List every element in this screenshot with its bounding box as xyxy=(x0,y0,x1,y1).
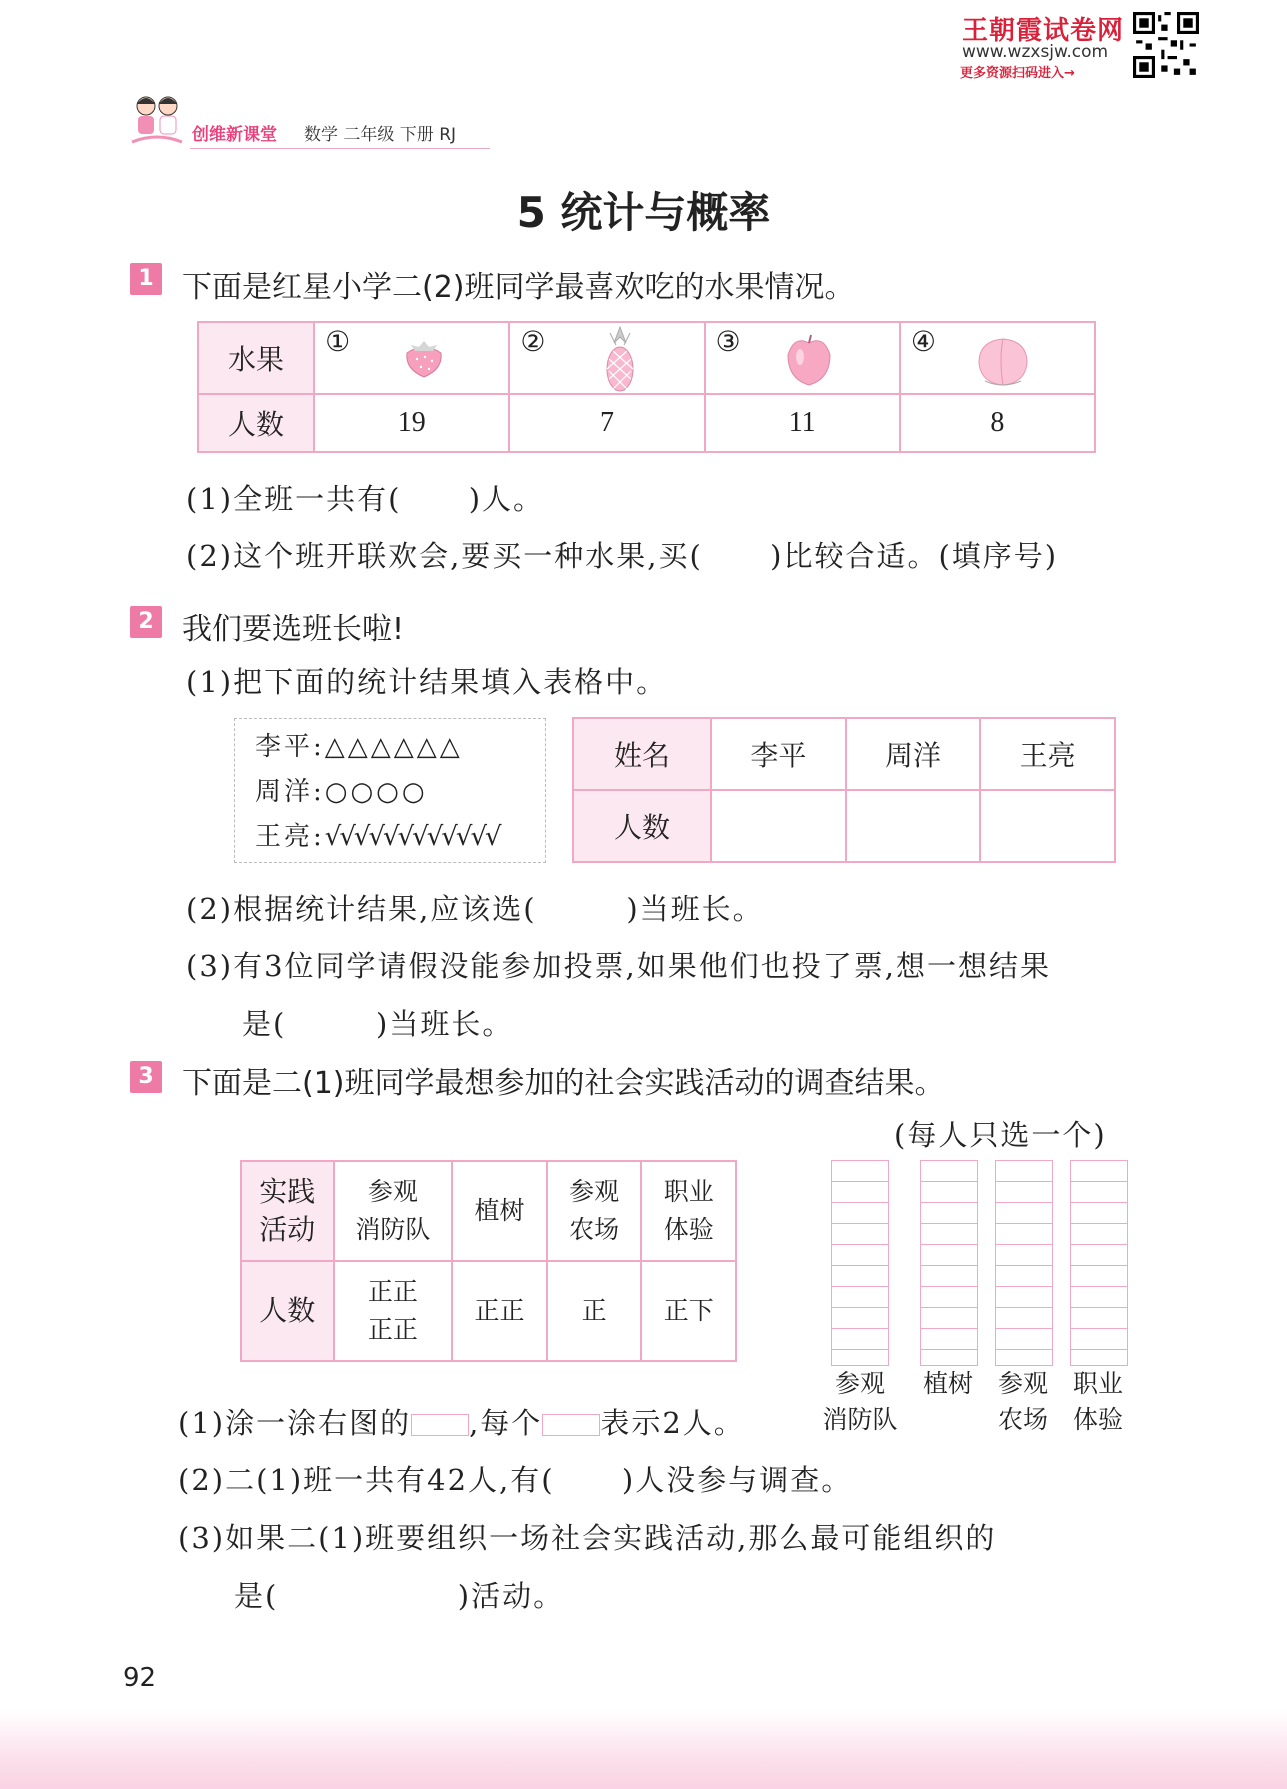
activity-name-1: 参观 消防队 xyxy=(334,1161,453,1261)
tally-li-ping: 李平:△△△△△△ xyxy=(255,732,463,762)
fruit-mark-1: ① xyxy=(325,325,351,358)
candidate-name-3: 王亮 xyxy=(980,718,1115,790)
activity-name-3: 参观 农场 xyxy=(547,1161,642,1261)
chapter-title: 5 统计与概率 xyxy=(516,188,771,237)
fruit-count-1: 19 xyxy=(314,394,509,452)
vote-count-input-1[interactable] xyxy=(711,790,846,862)
activity-table xyxy=(240,1160,737,1362)
candidate-table xyxy=(572,717,1116,863)
q3-sub2[interactable]: (2)二(1)班一共有42人,有( )人没参与调查。 xyxy=(178,1463,853,1497)
activity-row-label: 实践 活动 xyxy=(241,1161,334,1261)
fruit-mark-2: ② xyxy=(520,325,546,358)
q2-sub1: (1)把下面的统计结果填入表格中。 xyxy=(186,665,668,699)
fruit-cell-1 xyxy=(314,322,509,394)
bar-column-4[interactable] xyxy=(1070,1160,1128,1366)
tally-zhou-yang: 周洋:○○○○ xyxy=(255,777,428,807)
activity-tally-2: 正正 xyxy=(452,1261,547,1361)
bar-column-3[interactable] xyxy=(995,1160,1053,1366)
q3-sub1: (1)涂一涂右图的 ,每个 表示2人。 xyxy=(178,1406,745,1440)
question-1-text: 下面是红星小学二(2)班同学最喜欢吃的水果情况。 xyxy=(182,270,855,305)
question-2-text: 我们要选班长啦! xyxy=(182,612,405,647)
fruit-cell-4 xyxy=(900,322,1095,394)
activity-tally-1: 正正 正正 xyxy=(334,1261,453,1361)
q2-sub3-line2[interactable]: 是( )当班长。 xyxy=(242,1007,514,1041)
vote-count-input-3[interactable] xyxy=(980,790,1115,862)
brand-title: 王朝霞试卷网 xyxy=(962,16,1125,46)
fruit-count-2: 7 xyxy=(509,394,704,452)
fruit-mark-4: ④ xyxy=(910,325,936,358)
bar-label-3: 参观 农场 xyxy=(997,1369,1048,1434)
vote-tally-box xyxy=(234,718,546,863)
activity-name-4: 职业 体验 xyxy=(641,1161,736,1261)
vote-count-input-2[interactable] xyxy=(846,790,981,862)
pineapple-icon xyxy=(600,325,640,393)
page-number: 92 xyxy=(123,1663,157,1693)
activity-tally-4: 正下 xyxy=(641,1261,736,1361)
bar-label-4: 职业 体验 xyxy=(1072,1369,1123,1434)
bar-column-2[interactable] xyxy=(920,1160,978,1366)
fruit-table xyxy=(197,321,1096,453)
question-3-text: 下面是二(1)班同学最想参加的社会实践活动的调查结果。 xyxy=(182,1066,945,1101)
fruit-mark-3: ③ xyxy=(715,325,741,358)
peach-icon xyxy=(973,331,1033,389)
fruit-cell-3 xyxy=(705,322,900,394)
grid-cell-sample-2 xyxy=(542,1414,600,1436)
question-number-2: 2 xyxy=(130,606,162,638)
strawberry-icon xyxy=(399,339,449,379)
apple-icon xyxy=(784,333,834,387)
brand-url: www.wzxsjw.com xyxy=(962,42,1109,62)
grid-cell-sample-1 xyxy=(411,1414,469,1436)
question-number-1: 1 xyxy=(130,263,162,295)
bar-label-2: 植树 xyxy=(922,1369,973,1398)
q1-sub1[interactable]: (1)全班一共有( )人。 xyxy=(186,482,545,516)
count-row-label: 人数 xyxy=(198,394,314,452)
tally-wang-liang: 王亮:√√√√√√√√√√√√ xyxy=(255,822,500,852)
brand-tip: 更多资源扫码进入→ xyxy=(960,66,1075,81)
candidate-name-2: 周洋 xyxy=(846,718,981,790)
fruit-count-3: 11 xyxy=(705,394,900,452)
activity-name-2: 植树 xyxy=(452,1161,547,1261)
qr-code-icon[interactable] xyxy=(1133,12,1199,78)
subject-info: 数学 二年级 下册 RJ xyxy=(304,125,457,145)
vote-row-label: 人数 xyxy=(573,790,711,862)
activity-count-label: 人数 xyxy=(241,1261,334,1361)
q1-sub2[interactable]: (2)这个班开联欢会,要买一种水果,买( )比较合适。(填序号) xyxy=(186,539,1059,573)
candidate-name-1: 李平 xyxy=(711,718,846,790)
series-name: 创维新课堂 xyxy=(192,125,277,145)
question-number-3: 3 xyxy=(130,1061,162,1093)
fruit-count-4: 8 xyxy=(900,394,1095,452)
name-row-label: 姓名 xyxy=(573,718,711,790)
fruit-cell-2 xyxy=(509,322,704,394)
q3-note: (每人只选一个) xyxy=(894,1118,1107,1152)
page-footer-band xyxy=(0,1710,1287,1789)
fruit-row-label: 水果 xyxy=(198,322,314,394)
bar-column-1[interactable] xyxy=(831,1160,889,1366)
q2-sub2[interactable]: (2)根据统计结果,应该选( )当班长。 xyxy=(186,892,764,926)
kids-logo-icon xyxy=(128,92,186,150)
q2-sub3-line1: (3)有3位同学请假没能参加投票,如果他们也投了票,想一想结果 xyxy=(186,949,1051,983)
q3-sub3-line1: (3)如果二(1)班要组织一场社会实践活动,那么最可能组织的 xyxy=(178,1521,997,1555)
activity-tally-3: 正 xyxy=(547,1261,642,1361)
q3-sub3-line2[interactable]: 是( )活动。 xyxy=(234,1579,565,1613)
header-divider xyxy=(190,148,490,149)
bar-label-1: 参观 消防队 xyxy=(822,1369,898,1434)
